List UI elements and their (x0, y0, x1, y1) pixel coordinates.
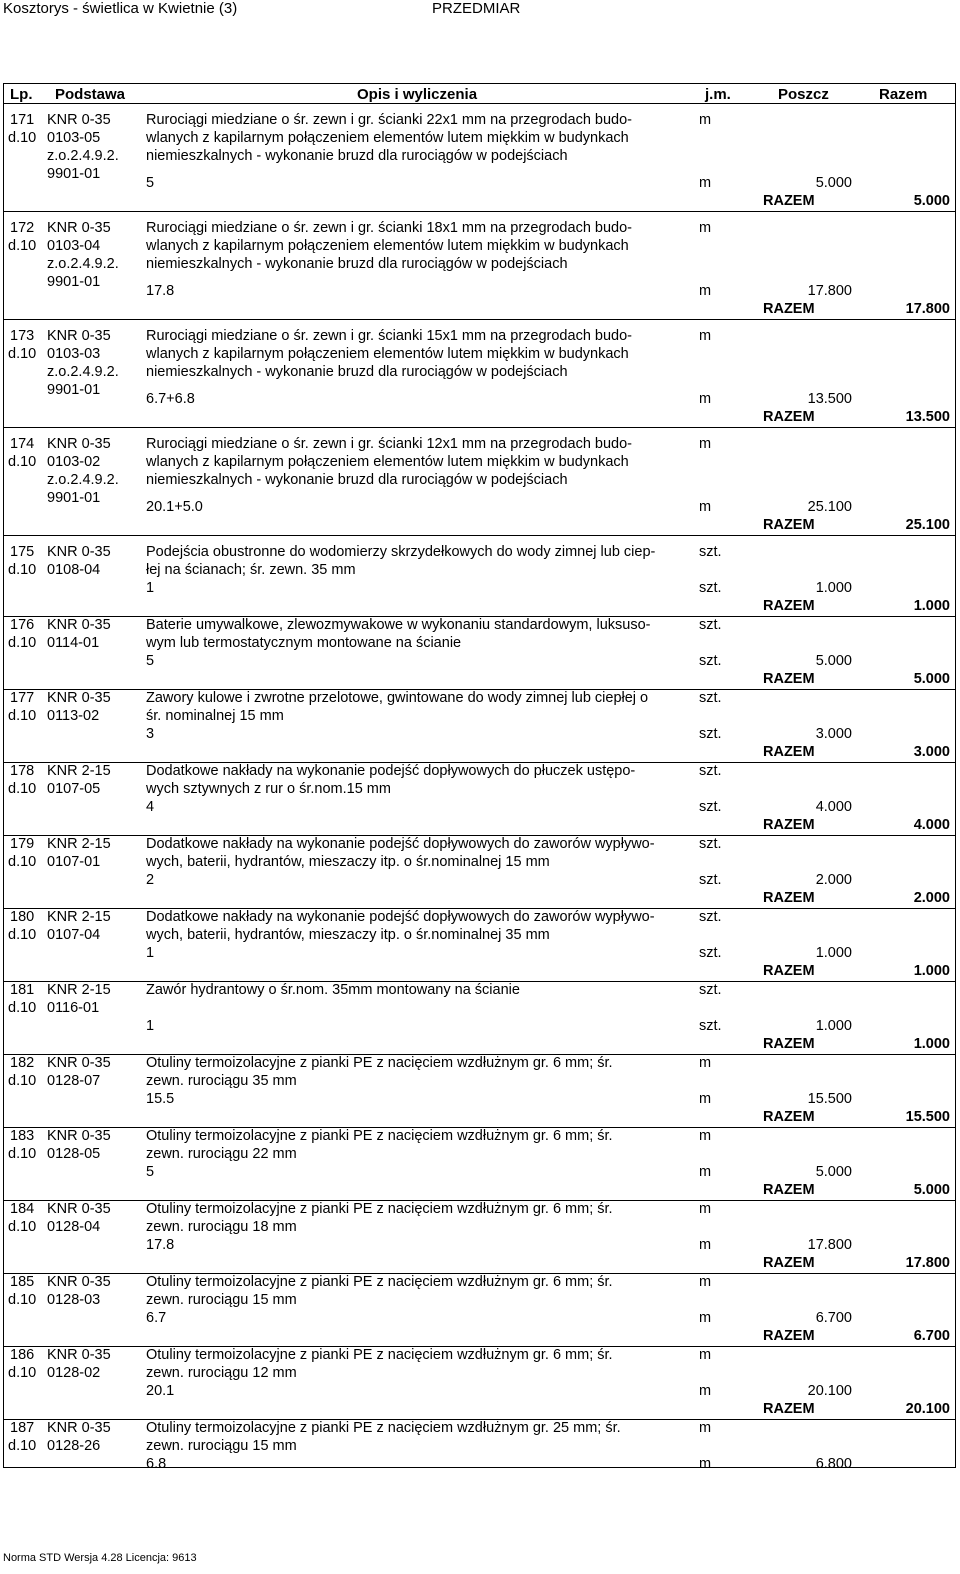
item-base-line: z.o.2.4.9.2. (47, 256, 119, 272)
item-unit: szt. (699, 653, 722, 669)
item-base-line: KNR 0-35 (47, 1420, 111, 1436)
item-lp: 172 (10, 220, 35, 236)
item-calculation: 6.7+6.8 (146, 391, 195, 407)
item-unit-header: szt. (699, 909, 722, 925)
item-poszcz: 5.000 (815, 1164, 852, 1180)
item-unit: m (699, 1310, 712, 1326)
item-base-line: KNR 2-15 (47, 836, 111, 852)
item-unit-header: m (699, 220, 712, 236)
item-description-line: Rurociągi miedziane o śr. zewn i gr. ścianki 12x1 mm na przegrodach budo- (146, 436, 632, 452)
footer-license: Norma STD Wersja 4.28 Licencja: 9613 (3, 1552, 197, 1564)
item-d-code: d.10 (8, 635, 37, 651)
item-poszcz: 2.000 (815, 872, 852, 888)
item-unit: m (699, 499, 712, 515)
item-razem-label: RAZEM (763, 301, 815, 317)
item-razem-value: 15.500 (905, 1109, 950, 1125)
item-base-line: 0116-01 (47, 1000, 100, 1016)
item-razem-value: 3.000 (913, 744, 950, 760)
item-poszcz: 6.700 (815, 1310, 852, 1326)
item-base-line: 0128-02 (47, 1365, 101, 1381)
item-d-code: d.10 (8, 454, 37, 470)
item-d-code: d.10 (8, 130, 37, 146)
item-base-line: 9901-01 (47, 490, 101, 506)
item-base-line: 0108-04 (47, 562, 101, 578)
item-base-line: KNR 0-35 (47, 112, 111, 128)
row-separator (3, 535, 956, 536)
item-unit-header: szt. (699, 617, 722, 633)
item-unit: m (699, 1383, 712, 1399)
item-unit-header: m (699, 1420, 712, 1436)
item-description-line: wym lub termostatycznym montowane na ścianie (146, 635, 462, 651)
item-razem-label: RAZEM (763, 1036, 815, 1052)
item-base-line: 0103-03 (47, 346, 101, 362)
item-razem-label: RAZEM (763, 963, 815, 979)
col-header-jm: j.m. (705, 86, 731, 103)
item-lp: 177 (10, 690, 35, 706)
row-separator (3, 211, 956, 212)
item-description-line: Podejścia obustronne do wodomierzy skrzydełkowych do wody zimnej lub ciep- (146, 544, 656, 560)
document-title: Kosztorys - świetlica w Kwietnie (3) (3, 0, 238, 17)
col-header-razem: Razem (879, 86, 928, 103)
item-lp: 175 (10, 544, 35, 560)
item-poszcz: 25.100 (807, 499, 852, 515)
row-separator (3, 319, 956, 320)
item-unit-header: m (699, 1347, 712, 1363)
item-poszcz: 3.000 (815, 726, 852, 742)
item-unit: szt. (699, 872, 722, 888)
item-d-code: d.10 (8, 238, 37, 254)
item-razem-label: RAZEM (763, 1328, 815, 1344)
item-lp: 171 (10, 112, 35, 128)
item-base-line: z.o.2.4.9.2. (47, 148, 119, 164)
item-poszcz: 1.000 (815, 1018, 852, 1034)
item-razem-value: 20.100 (905, 1401, 950, 1417)
item-calculation: 15.5 (146, 1091, 175, 1107)
col-header-lp: Lp. (10, 86, 33, 103)
item-lp: 174 (10, 436, 35, 452)
item-description-line: wych, baterii, hydrantów, mieszaczy itp. o śr.nominalnej 35 mm (146, 927, 550, 943)
item-razem-label: RAZEM (763, 193, 815, 209)
item-lp: 181 (10, 982, 35, 998)
header-bottom-border (3, 103, 956, 104)
item-calculation: 5 (146, 653, 155, 669)
item-d-code: d.10 (8, 1073, 37, 1089)
item-poszcz: 13.500 (807, 391, 852, 407)
item-unit: m (699, 283, 712, 299)
item-base-line: KNR 2-15 (47, 909, 111, 925)
item-base-line: 0113-02 (47, 708, 100, 724)
item-base-line: KNR 0-35 (47, 690, 111, 706)
item-poszcz: 15.500 (807, 1091, 852, 1107)
item-unit-header: szt. (699, 982, 722, 998)
item-calculation: 17.8 (146, 1237, 175, 1253)
item-base-line: 0107-04 (47, 927, 101, 943)
item-poszcz: 6.800 (815, 1456, 852, 1472)
item-d-code: d.10 (8, 1365, 37, 1381)
item-poszcz: 20.100 (807, 1383, 852, 1399)
item-razem-value: 4.000 (913, 817, 950, 833)
item-calculation: 20.1 (146, 1383, 175, 1399)
item-calculation: 17.8 (146, 283, 175, 299)
item-description-line: Rurociągi miedziane o śr. zewn i gr. ścianki 15x1 mm na przegrodach budo- (146, 328, 632, 344)
item-poszcz: 5.000 (815, 653, 852, 669)
item-razem-value: 2.000 (913, 890, 950, 906)
item-description-line: wlanych z kapilarnym połączeniem elementów lutem miękkim w budynkach (146, 130, 629, 146)
item-description-line: niemieszkalnych - wykonanie bruzd dla rurociągów w podejściach (146, 148, 568, 164)
item-lp: 184 (10, 1201, 35, 1217)
row-separator (3, 427, 956, 428)
section-title: PRZEDMIAR (432, 0, 521, 17)
item-razem-value: 17.800 (905, 1255, 950, 1271)
item-d-code: d.10 (8, 1292, 37, 1308)
item-description-line: Rurociągi miedziane o śr. zewn i gr. ścianki 22x1 mm na przegrodach budo- (146, 112, 632, 128)
item-razem-value: 1.000 (913, 598, 950, 614)
item-lp: 173 (10, 328, 35, 344)
item-base-line: KNR 0-35 (47, 1128, 111, 1144)
item-base-line: 0128-03 (47, 1292, 101, 1308)
item-d-code: d.10 (8, 927, 37, 943)
item-description-line: wlanych z kapilarnym połączeniem elementów lutem miękkim w budynkach (146, 454, 629, 470)
item-unit-header: m (699, 1274, 712, 1290)
item-description-line: Otuliny termoizolacyjne z pianki PE z nacięciem wzdłużnym gr. 6 mm; śr. (146, 1128, 613, 1144)
item-razem-label: RAZEM (763, 409, 815, 425)
item-base-line: KNR 0-35 (47, 1347, 111, 1363)
item-description-line: zewn. rurociągu 18 mm (146, 1219, 297, 1235)
item-poszcz: 17.800 (807, 283, 852, 299)
item-poszcz: 5.000 (815, 175, 852, 191)
item-d-code: d.10 (8, 854, 37, 870)
item-unit-header: szt. (699, 836, 722, 852)
item-description-line: niemieszkalnych - wykonanie bruzd dla rurociągów w podejściach (146, 256, 568, 272)
item-lp: 176 (10, 617, 35, 633)
item-razem-value: 5.000 (913, 671, 950, 687)
item-base-line: KNR 0-35 (47, 328, 111, 344)
table-right-border (955, 83, 956, 1468)
item-d-code: d.10 (8, 781, 37, 797)
item-unit: m (699, 1164, 712, 1180)
item-razem-label: RAZEM (763, 598, 815, 614)
item-unit-header: m (699, 1128, 712, 1144)
item-description-line: łej na ścianach; śr. zewn. 35 mm (146, 562, 356, 578)
item-base-line: KNR 0-35 (47, 544, 111, 560)
item-unit-header: m (699, 1055, 712, 1071)
item-unit-header: m (699, 436, 712, 452)
item-description-line: zewn. rurociągu 12 mm (146, 1365, 297, 1381)
col-header-podstawa: Podstawa (55, 86, 126, 103)
item-calculation: 1 (146, 1018, 155, 1034)
item-lp: 179 (10, 836, 35, 852)
table-left-border (3, 83, 4, 1468)
item-razem-label: RAZEM (763, 1255, 815, 1271)
item-lp: 182 (10, 1055, 35, 1071)
item-description-line: Otuliny termoizolacyjne z pianki PE z nacięciem wzdłużnym gr. 6 mm; śr. (146, 1201, 613, 1217)
item-unit: szt. (699, 726, 722, 742)
item-description-line: zewn. rurociągu 15 mm (146, 1292, 297, 1308)
item-base-line: 0103-05 (47, 130, 101, 146)
item-description-line: Otuliny termoizolacyjne z pianki PE z nacięciem wzdłużnym gr. 6 mm; śr. (146, 1347, 613, 1363)
item-unit: m (699, 1456, 712, 1472)
item-razem-value: 17.800 (905, 301, 950, 317)
item-razem-value: 1.000 (913, 963, 950, 979)
item-base-line: 0103-02 (47, 454, 101, 470)
item-unit-header: szt. (699, 544, 722, 560)
item-description-line: Baterie umywalkowe, zlewozmywakowe w wykonaniu standardowym, luksuso- (146, 617, 651, 633)
item-base-line: 9901-01 (47, 382, 101, 398)
item-poszcz: 1.000 (815, 580, 852, 596)
item-unit: szt. (699, 945, 722, 961)
item-unit: m (699, 1237, 712, 1253)
item-base-line: 9901-01 (47, 274, 101, 290)
item-description-line: wlanych z kapilarnym połączeniem elementów lutem miękkim w budynkach (146, 346, 629, 362)
item-lp: 180 (10, 909, 35, 925)
item-lp: 183 (10, 1128, 35, 1144)
col-header-poszcz: Poszcz (778, 86, 829, 103)
item-unit: m (699, 1091, 712, 1107)
col-header-opis: Opis i wyliczenia (357, 86, 478, 103)
item-calculation: 6.8 (146, 1456, 167, 1472)
item-unit: m (699, 391, 712, 407)
item-d-code: d.10 (8, 708, 37, 724)
item-description-line: Rurociągi miedziane o śr. zewn i gr. ścianki 18x1 mm na przegrodach budo- (146, 220, 632, 236)
item-base-line: 9901-01 (47, 166, 101, 182)
item-poszcz: 17.800 (807, 1237, 852, 1253)
item-description-line: Dodatkowe nakłady na wykonanie podejść dopływowych do zaworów wypływo- (146, 909, 655, 925)
table-top-border (3, 83, 956, 84)
item-description-line: wych, baterii, hydrantów, mieszaczy itp. o śr.nominalnej 15 mm (146, 854, 550, 870)
item-razem-label: RAZEM (763, 517, 815, 533)
item-base-line: KNR 0-35 (47, 436, 111, 452)
item-base-line: z.o.2.4.9.2. (47, 472, 119, 488)
item-lp: 185 (10, 1274, 35, 1290)
item-base-line: KNR 0-35 (47, 1274, 111, 1290)
item-base-line: 0103-04 (47, 238, 101, 254)
item-razem-label: RAZEM (763, 1109, 815, 1125)
item-d-code: d.10 (8, 562, 37, 578)
item-base-line: 0128-07 (47, 1073, 101, 1089)
item-description-line: wlanych z kapilarnym połączeniem elementów lutem miękkim w budynkach (146, 238, 629, 254)
item-calculation: 3 (146, 726, 155, 742)
item-calculation: 1 (146, 945, 155, 961)
item-unit: szt. (699, 580, 722, 596)
item-description-line: śr. nominalnej 15 mm (146, 708, 284, 724)
item-lp: 187 (10, 1420, 35, 1436)
item-base-line: z.o.2.4.9.2. (47, 364, 119, 380)
item-base-line: 0107-01 (47, 854, 101, 870)
item-calculation: 20.1+5.0 (146, 499, 203, 515)
item-description-line: Dodatkowe nakłady na wykonanie podejść dopływowych do płuczek ustępo- (146, 763, 636, 779)
item-base-line: 0128-04 (47, 1219, 101, 1235)
item-razem-label: RAZEM (763, 1401, 815, 1417)
item-razem-label: RAZEM (763, 744, 815, 760)
item-description-line: Dodatkowe nakłady na wykonanie podejść dopływowych do zaworów wypływo- (146, 836, 655, 852)
item-calculation: 5 (146, 1164, 155, 1180)
item-razem-value: 25.100 (905, 517, 950, 533)
item-calculation: 6.7 (146, 1310, 167, 1326)
item-calculation: 1 (146, 580, 155, 596)
item-description-line: zewn. rurociągu 35 mm (146, 1073, 297, 1089)
item-calculation: 5 (146, 175, 155, 191)
item-lp: 178 (10, 763, 35, 779)
item-description-line: Otuliny termoizolacyjne z pianki PE z nacięciem wzdłużnym gr. 6 mm; śr. (146, 1055, 613, 1071)
item-d-code: d.10 (8, 346, 37, 362)
item-description-line: wych sztywnych z rur o śr.nom.15 mm (146, 781, 391, 797)
item-calculation: 2 (146, 872, 155, 888)
item-unit-header: m (699, 1201, 712, 1217)
item-base-line: KNR 0-35 (47, 617, 111, 633)
item-razem-label: RAZEM (763, 817, 815, 833)
item-description-line: Zawór hydrantowy o śr.nom. 35mm montowany na ścianie (146, 982, 520, 998)
item-description-line: Zawory kulowe i zwrotne przelotowe, gwintowane do wody zimnej lub ciepłej o (146, 690, 649, 706)
item-razem-value: 1.000 (913, 1036, 950, 1052)
item-base-line: KNR 2-15 (47, 763, 111, 779)
item-unit: szt. (699, 799, 722, 815)
item-razem-label: RAZEM (763, 1182, 815, 1198)
item-unit-header: szt. (699, 763, 722, 779)
item-base-line: 0128-26 (47, 1438, 101, 1454)
item-description-line: niemieszkalnych - wykonanie bruzd dla rurociągów w podejściach (146, 364, 568, 380)
item-unit: szt. (699, 1018, 722, 1034)
item-lp: 186 (10, 1347, 35, 1363)
item-base-line: 0128-05 (47, 1146, 101, 1162)
item-razem-value: 13.500 (905, 409, 950, 425)
item-razem-value: 6.700 (913, 1328, 950, 1344)
item-unit-header: m (699, 328, 712, 344)
item-base-line: KNR 0-35 (47, 1201, 111, 1217)
item-poszcz: 4.000 (815, 799, 852, 815)
item-base-line: 0114-01 (47, 635, 100, 651)
item-base-line: KNR 0-35 (47, 220, 111, 236)
item-base-line: 0107-05 (47, 781, 101, 797)
item-d-code: d.10 (8, 1438, 37, 1454)
item-description-line: zewn. rurociągu 22 mm (146, 1146, 297, 1162)
item-razem-label: RAZEM (763, 671, 815, 687)
item-razem-value: 5.000 (913, 193, 950, 209)
item-base-line: KNR 2-15 (47, 982, 111, 998)
item-d-code: d.10 (8, 1000, 37, 1016)
item-unit-header: szt. (699, 690, 722, 706)
item-d-code: d.10 (8, 1219, 37, 1235)
item-base-line: KNR 0-35 (47, 1055, 111, 1071)
item-description-line: zewn. rurociągu 15 mm (146, 1438, 297, 1454)
item-d-code: d.10 (8, 1146, 37, 1162)
item-razem-value: 5.000 (913, 1182, 950, 1198)
item-razem-label: RAZEM (763, 890, 815, 906)
item-description-line: Otuliny termoizolacyjne z pianki PE z nacięciem wzdłużnym gr. 6 mm; śr. (146, 1274, 613, 1290)
item-unit: m (699, 175, 712, 191)
item-description-line: Otuliny termoizolacyjne z pianki PE z nacięciem wzdłużnym gr. 25 mm; śr. (146, 1420, 621, 1436)
item-unit-header: m (699, 112, 712, 128)
item-calculation: 4 (146, 799, 155, 815)
item-description-line: niemieszkalnych - wykonanie bruzd dla rurociągów w podejściach (146, 472, 568, 488)
item-poszcz: 1.000 (815, 945, 852, 961)
